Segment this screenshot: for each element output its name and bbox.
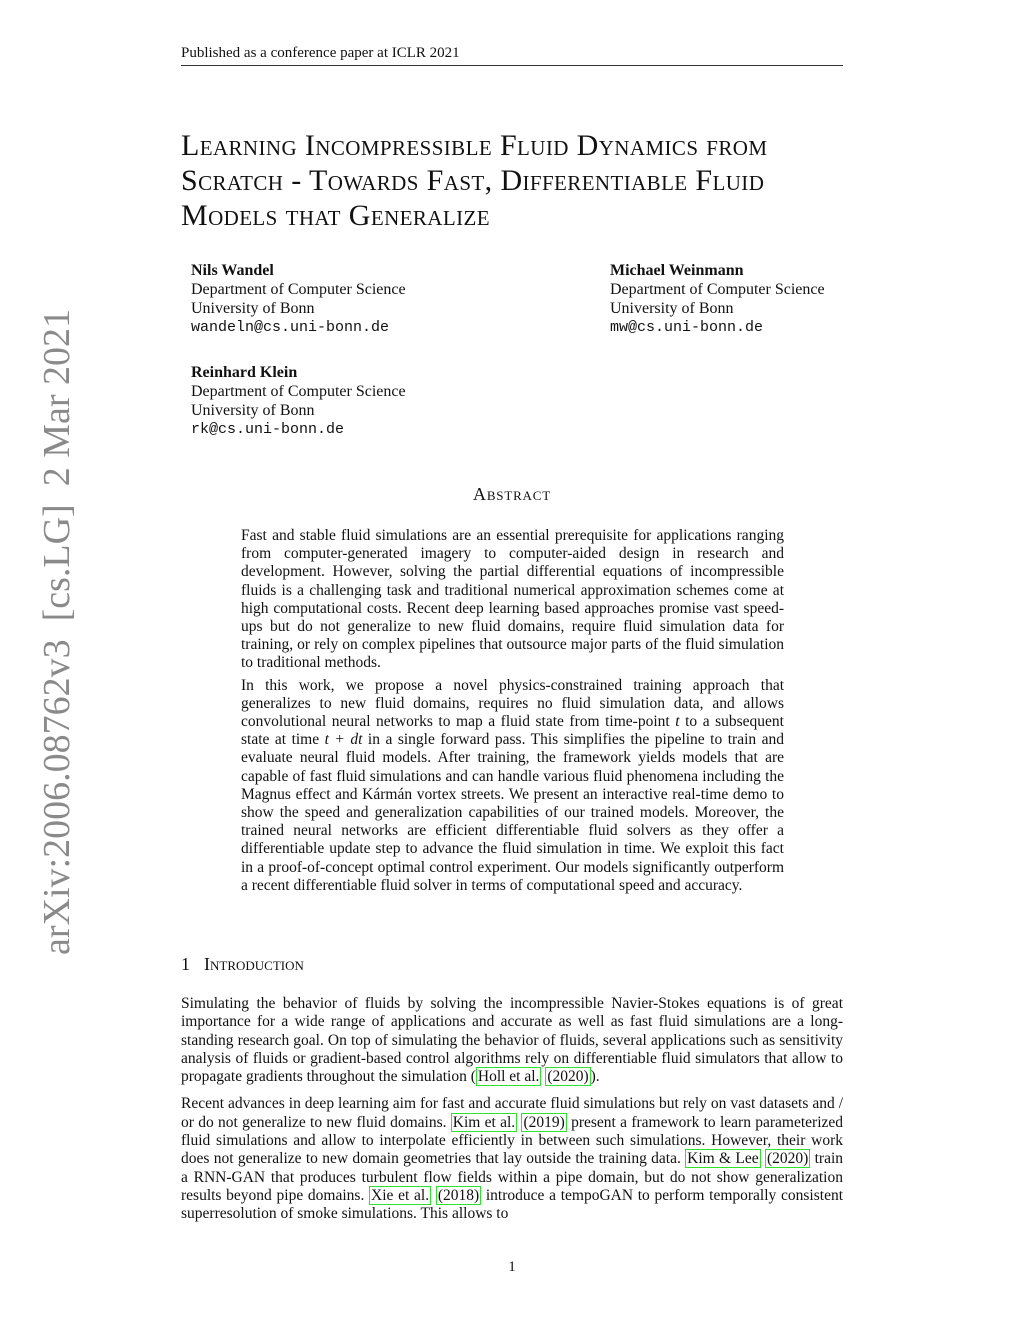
page-number: 1	[508, 1259, 516, 1275]
abstract-body	[241, 527, 784, 899]
citation-year-link[interactable]: (2018)	[437, 1186, 480, 1204]
author-name: Michael Weinmann	[610, 262, 744, 279]
author-university: University of Bonn	[610, 300, 734, 317]
paper-title	[181, 128, 851, 233]
author-name: Reinhard Klein	[191, 364, 298, 381]
author-email: wandeln@cs.uni-bonn.de	[191, 319, 390, 336]
text-run: introduce a tempoGAN to perform temporally consistent superresolution of smoke simulations. This allows to	[181, 1186, 844, 1223]
citation-link[interactable]: Xie et al.	[371, 1186, 430, 1204]
arxiv-date: 2 Mar 2021	[36, 308, 78, 487]
citation-link[interactable]: Kim & Lee	[687, 1150, 759, 1168]
author-department: Department of Computer Science	[610, 281, 825, 298]
introduction-body	[181, 995, 843, 1233]
title-line-2: Scratch - Towards Fast, Differentiable Fluid	[181, 164, 765, 197]
citation-link[interactable]: Kim et al.	[452, 1113, 516, 1131]
arxiv-category: [cs.LG]	[36, 504, 78, 622]
section-number: 1	[181, 954, 190, 974]
math-t: t	[675, 713, 680, 731]
arxiv-id: arXiv:2006.08762v3	[36, 639, 78, 955]
author-block-2	[610, 261, 825, 337]
citation-year-link[interactable]: (2020)	[766, 1150, 809, 1168]
section-heading-introduction	[181, 954, 304, 974]
text-run: present a framework to learn parameterized fluid simulations and allow to interpolate efficiently in between such simulations. However, their work does not generalize to new domain geometries that lay outside the training data.	[181, 1113, 844, 1168]
title-line-1: Learning Incompressible Fluid Dynamics from	[181, 129, 768, 162]
author-block-1	[191, 261, 406, 337]
author-email: mw@cs.uni-bonn.de	[610, 319, 764, 336]
author-email: rk@cs.uni-bonn.de	[191, 421, 345, 438]
title-line-3: Models that Generalize	[181, 199, 490, 232]
author-university: University of Bonn	[191, 300, 315, 317]
intro-paragraph-1	[181, 995, 843, 1086]
section-title: Introduction	[204, 954, 304, 974]
abstract-paragraph-1: Fast and stable fluid simulations are an essential prerequisite for applications ranging from computer-generated imagery to computer-aided design in research and development. However, solving the partial differential equations of incompressible fluids is a challenging task and traditional numerical approximation schemes come at high computational costs. Recent deep learning based approaches promise vast speed-ups but do not generalize to new fluid domains, require fluid simulation data for training, or rely on complex pipelines that outsource major parts of the fluid simulation to traditional methods.	[241, 527, 784, 672]
text-run: train a RNN-GAN that produces turbulent flow fields within a pipe domain, but do not show generalization results beyond pipe domains.	[181, 1150, 844, 1204]
abstract-heading: Abstract	[473, 484, 551, 504]
math-t-plus-dt: t + dt	[324, 731, 363, 749]
citation-year-link[interactable]: (2020)	[547, 1068, 589, 1086]
citation-year-link[interactable]: (2019)	[523, 1113, 565, 1131]
text-run: In this work, we propose a novel physics-constrained training approach that generalizes to new fluid domains, requires no fluid simulation data, and allows convolutional neural networks to map a fluid state from time-point	[241, 676, 784, 731]
text-run: to a subsequent state at time	[241, 713, 784, 749]
text-run: Simulating the behavior of fluids by solving the incompressible Navier-Stokes equations is of great importance for a wide range of applications and accurate as well as fast fluid simulations are a long-standing research goal. On top of simulating the behavior of fluids, several applications such as sensitivity analysis of fluids or gradient-based control algorithms rely on differentiable fluid simulators that allow to propagate gradients throughout the simulation (	[181, 995, 843, 1086]
intro-paragraph-2	[181, 1095, 843, 1223]
author-name: Nils Wandel	[191, 262, 274, 279]
author-department: Department of Computer Science	[191, 383, 406, 400]
author-department: Department of Computer Science	[191, 281, 406, 298]
text-run: in a single forward pass. This simplifies the pipeline to train and evaluate neural fluid models. After training, the framework yields models that are capable of fast fluid simulations and can handle various fluid phenomena including the Magnus effect and Kármán vortex streets. We present an interactive real-time demo to show the speed and generalization capabilities of our trained models. Moreover, the trained neural networks are efficient differentiable fluid solvers as they offer a differentiable update step to advance the fluid simulation in time. We exploit this fact in a proof-of-concept optimal control experiment. Our models significantly outperform a recent differentiable fluid solver in terms of computational speed and accuracy.	[241, 731, 784, 894]
text-run: Recent advances in deep learning aim for fast and accurate fluid simulations but rely on vast datasets and / or do not generalize to new fluid domains.	[181, 1095, 843, 1131]
abstract-paragraph-2	[241, 677, 784, 895]
arxiv-identifier-stamp	[36, 308, 78, 955]
running-header: Published as a conference paper at ICLR 2021	[181, 44, 843, 66]
author-university: University of Bonn	[191, 402, 315, 419]
text-run: ).	[590, 1068, 600, 1086]
citation-link[interactable]: Holl et al.	[477, 1068, 540, 1086]
author-block-3	[191, 363, 406, 439]
